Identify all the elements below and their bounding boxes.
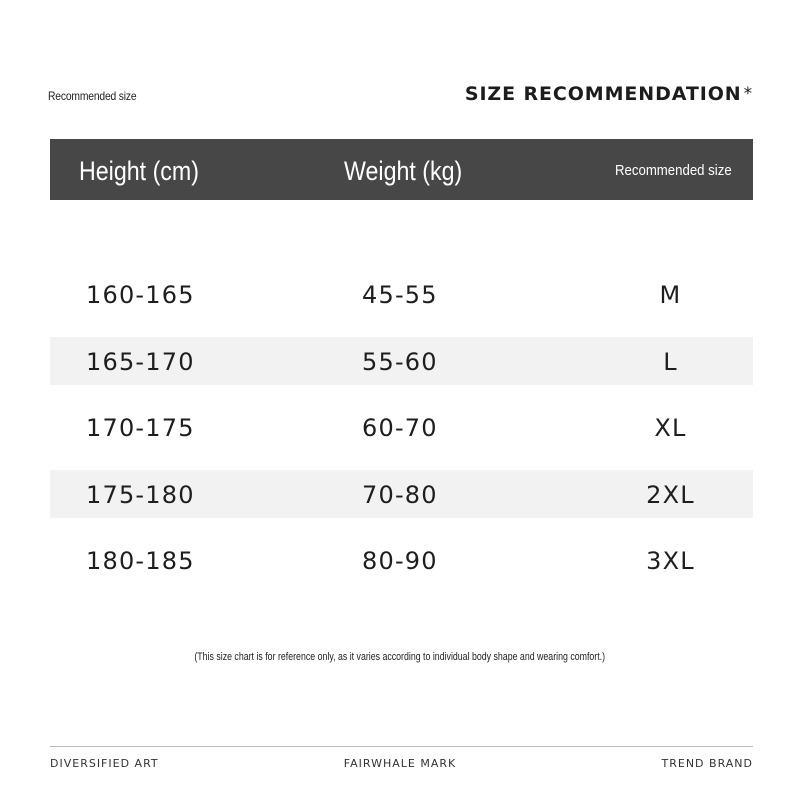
height-cell: 180-185 <box>86 547 195 575</box>
footer-right-text: TREND BRAND <box>661 757 753 770</box>
table-row <box>50 337 753 385</box>
footer-left-text: DIVERSIFIED ART <box>50 757 159 770</box>
size-cell: 2XL <box>646 481 695 509</box>
size-cell: L <box>663 348 678 376</box>
size-table-header <box>50 139 753 200</box>
page-title-text: SIZE RECOMMENDATION <box>464 83 742 105</box>
weight-cell: 55-60 <box>362 348 438 376</box>
table-row <box>50 270 753 318</box>
column-header-height: Height (cm) <box>79 156 199 186</box>
reference-note-text: (This size chart is for reference only, as it varies according to individual body shape and wearing comfort.) <box>194 651 606 663</box>
height-cell: 175-180 <box>86 481 195 509</box>
height-cell: 160-165 <box>86 281 195 309</box>
column-header-weight: Weight (kg) <box>344 156 463 186</box>
reference-note <box>0 651 800 663</box>
height-cell: 165-170 <box>86 348 195 376</box>
table-row <box>50 403 753 451</box>
table-row <box>50 536 753 584</box>
footer-divider <box>50 746 753 747</box>
page-title <box>465 83 753 105</box>
size-cell: XL <box>654 414 687 442</box>
recommended-size-label: Recommended size <box>48 89 137 103</box>
footer-center-text: FAIRWHALE MARK <box>343 757 457 770</box>
weight-cell: 60-70 <box>362 414 438 442</box>
height-cell: 170-175 <box>86 414 195 442</box>
size-cell: 3XL <box>646 547 695 575</box>
weight-cell: 80-90 <box>362 547 438 575</box>
size-cell: M <box>659 281 682 309</box>
column-header-recommended-size: Recommended size <box>615 162 732 179</box>
table-row <box>50 470 753 518</box>
title-asterisk: * <box>743 84 753 104</box>
weight-cell: 45-55 <box>362 281 438 309</box>
weight-cell: 70-80 <box>362 481 438 509</box>
